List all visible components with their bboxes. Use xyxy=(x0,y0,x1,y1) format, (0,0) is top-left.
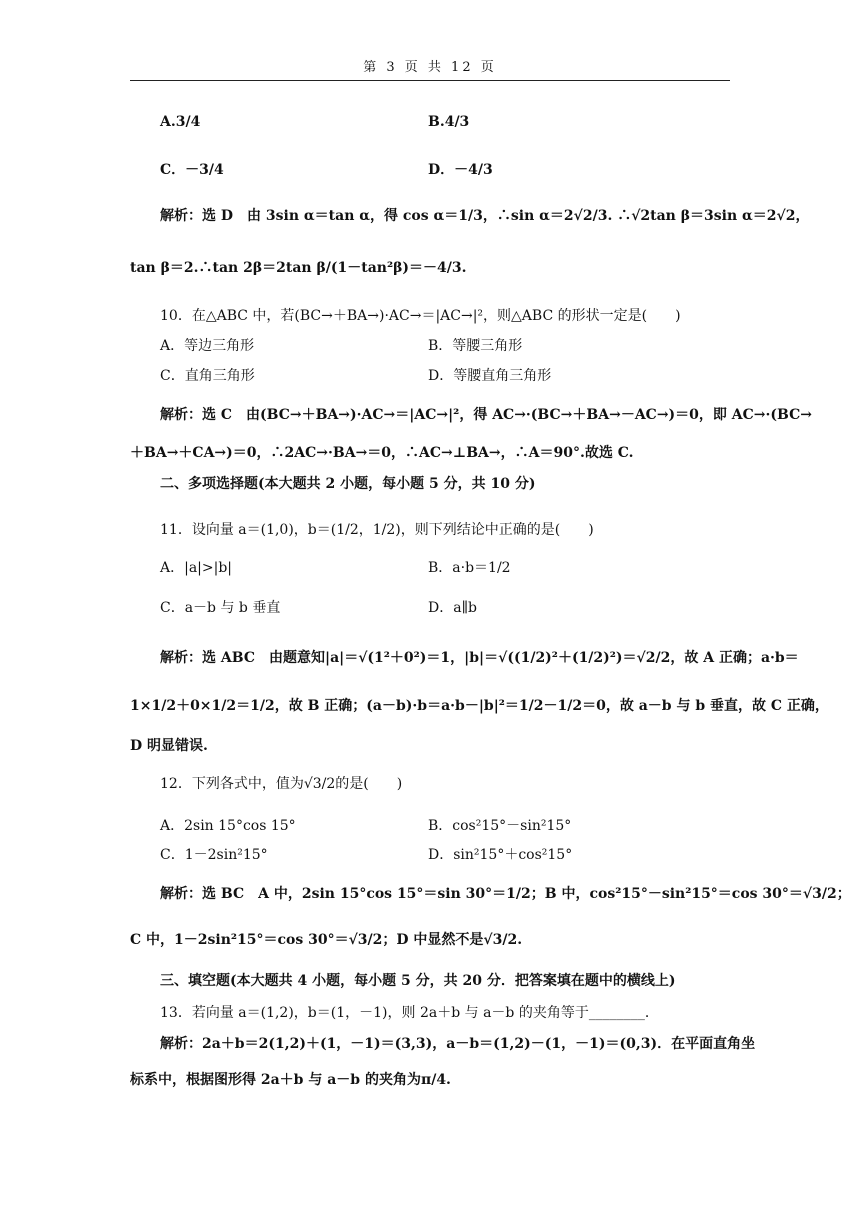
q11-solution-line1: 解析：选 ABC 由题意知|a|＝√(1²＋0²)＝1，|b|＝√((1/2)²＋(1/2)²)＝√2/2，故 A 正确；a·b＝ xyxy=(160,650,799,666)
section-three-heading: 三、填空题(本大题共 4 小题，每小题 5 分，共 20 分．把答案填在题中的横线上) xyxy=(160,973,676,989)
q9-option-b: B.4/3 xyxy=(428,114,470,130)
q10-option-d: D．等腰直角三角形 xyxy=(428,368,552,384)
q11-option-b: B．a·b＝1/2 xyxy=(428,560,511,576)
q13-solution-line2: 标系中，根据图形得 2a＋b 与 a－b 的夹角为π/4. xyxy=(130,1072,451,1088)
q10-stem: 10．在△ABC 中，若(BC→＋BA→)·AC→＝|AC→|²，则△ABC 的形状一定是( ) xyxy=(160,308,681,324)
q11-solution-line3: D 明显错误. xyxy=(130,738,208,754)
q9-solution-line1: 解析：选 D 由 3sin α＝tan α，得 cos α＝1/3，∴sin α＝2√2/3. ∴√2tan β＝3sin α＝2√2， xyxy=(160,208,810,224)
q9-option-d: D．－4/3 xyxy=(428,162,493,178)
q9-option-c: C．－3/4 xyxy=(160,162,224,178)
q13-solution-line1: 解析：2a＋b＝2(1,2)＋(1，－1)＝(3,3)，a－b＝(1,2)－(1，－1)＝(0,3)．在平面直角坐 xyxy=(160,1036,756,1052)
q10-option-a: A．等边三角形 xyxy=(160,338,255,354)
q9-solution-line2: tan β＝2.∴tan 2β＝2tan β/(1－tan²β)＝－4/3. xyxy=(130,260,467,276)
q12-option-c: C．1－2sin²15° xyxy=(160,847,268,863)
header-rule xyxy=(130,80,730,81)
q11-option-c: C．a－b 与 b 垂直 xyxy=(160,600,281,616)
q10-solution-line2: ＋BA→＋CA→)＝0，∴2AC→·BA→＝0，∴AC→⊥BA→，∴A＝90°.故选 C. xyxy=(130,445,634,461)
q11-option-a: A．|a|>|b| xyxy=(160,560,233,576)
section-two-heading: 二、多项选择题(本大题共 2 小题，每小题 5 分，共 10 分) xyxy=(160,476,536,492)
q9-option-a: A.3/4 xyxy=(160,114,201,130)
q12-option-d: D．sin²15°＋cos²15° xyxy=(428,847,573,863)
q12-stem: 12．下列各式中，值为√3/2的是( ) xyxy=(160,776,403,792)
q11-solution-line2: 1×1/2＋0×1/2＝1/2，故 B 正确；(a－b)·b＝a·b－|b|²＝1/2－1/2＝0，故 a－b 与 b 垂直，故 C 正确， xyxy=(130,698,829,714)
q10-solution-line1: 解析：选 C 由(BC→＋BA→)·AC→＝|AC→|²，得 AC→·(BC→＋BA→－AC→)＝0，即 AC→·(BC→ xyxy=(160,407,812,423)
q12-solution-line1: 解析：选 BC A 中，2sin 15°cos 15°＝sin 30°＝1/2；B 中，cos²15°－sin²15°＝cos 30°＝√3/2； xyxy=(160,886,851,902)
q13-stem: 13．若向量 a＝(1,2)，b＝(1，－1)，则 2a＋b 与 a－b 的夹角等于________． xyxy=(160,1005,659,1021)
q10-option-c: C．直角三角形 xyxy=(160,368,255,384)
q10-option-b: B．等腰三角形 xyxy=(428,338,523,354)
q12-option-b: B．cos²15°－sin²15° xyxy=(428,818,572,834)
q12-solution-line2: C 中，1－2sin²15°＝cos 30°＝√3/2；D 中显然不是√3/2. xyxy=(130,932,523,948)
q11-stem: 11．设向量 a＝(1,0)，b＝(1/2，1/2)，则下列结论中正确的是( ) xyxy=(160,522,594,538)
q11-option-d: D．a∥b xyxy=(428,600,477,616)
page-header: 第 3 页 共 12 页 xyxy=(363,60,497,75)
q12-option-a: A．2sin 15°cos 15° xyxy=(160,818,296,834)
